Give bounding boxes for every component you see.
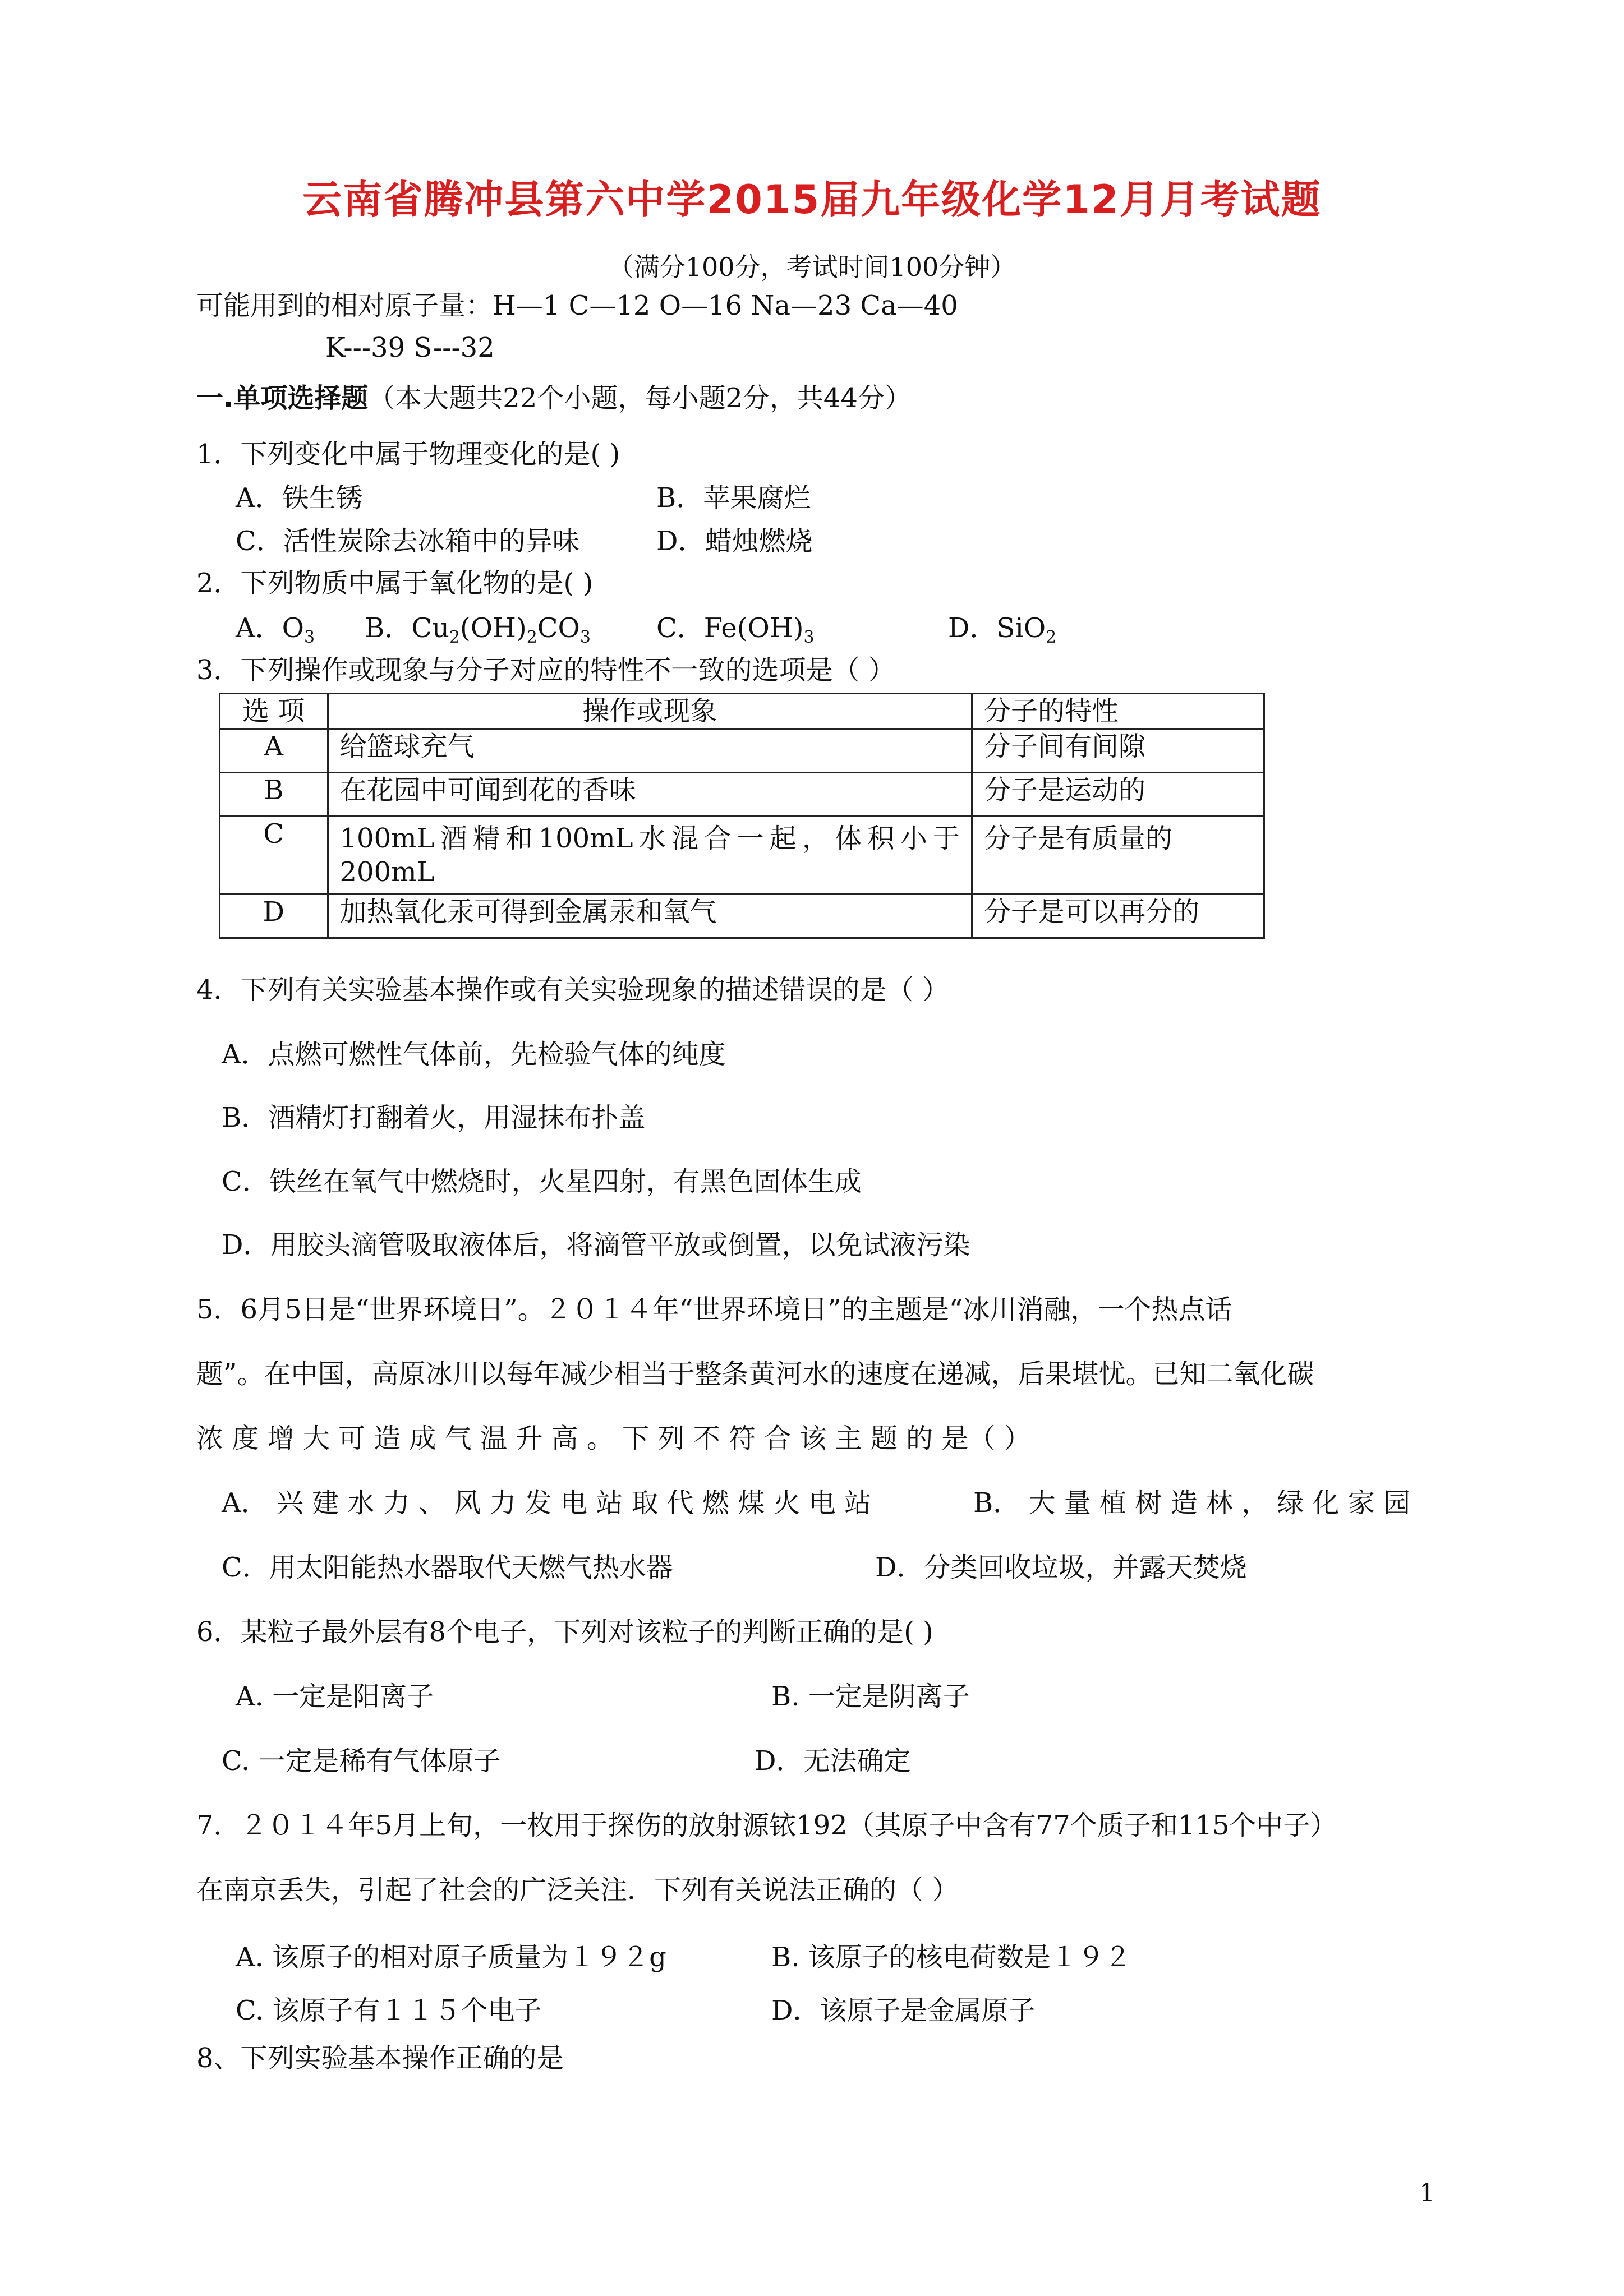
- q5-line3: 浓 度 增 大 可 造 成 气 温 升 高 。 下 列 不 符 合 该 主 题 的 是（ ）: [196, 1423, 1031, 1454]
- q2-option-a: A．$O_3$: [236, 612, 315, 647]
- table-cell: 分子间有间隙: [972, 729, 1264, 773]
- q7-option-c: C. 该原子有１１５个电子: [236, 1995, 542, 2026]
- table-row: [220, 773, 1264, 817]
- q5-option-c: C．用太阳能热水器取代天燃气热水器: [222, 1552, 673, 1583]
- table-cell: 分子是可以再分的: [972, 895, 1264, 938]
- atomic-masses-line2: K---39 S---32: [325, 332, 495, 363]
- table-cell: B: [220, 773, 328, 817]
- section1-heading: [196, 381, 912, 415]
- table-cell: C: [220, 817, 328, 895]
- q6-option-d: D．无法确定: [755, 1745, 911, 1777]
- q2-option-b: B．$Cu_2(OH)_2CO_3$: [365, 612, 591, 647]
- section1-title: 一.单项选择题: [196, 382, 369, 414]
- q5-option-d: D．分类回收垃圾，并露天焚烧: [875, 1552, 1247, 1583]
- q2-option-d: D．SiO$_2$: [948, 612, 1057, 647]
- table-cell: 加热氧化汞可得到金属汞和氧气: [328, 895, 972, 938]
- q8-stem: 8、下列实验基本操作正确的是: [196, 2043, 564, 2074]
- table-row: [220, 895, 1264, 938]
- table-header-row: [220, 694, 1264, 729]
- q3-stem: 3．下列操作或现象与分子对应的特性不一致的选项是（ ）: [196, 654, 895, 686]
- page-number: 1: [1419, 2179, 1435, 2207]
- q4-option-b: B．酒精灯打翻着火，用湿抹布扑盖: [222, 1102, 646, 1133]
- q5-line2: 题”。在中国，高原冰川以每年减少相当于整条黄河水的速度在递减，后果堪忧。已知二氧化碳: [196, 1358, 1314, 1390]
- q2-stem: 2．下列物质中属于氧化物的是( ): [196, 568, 594, 599]
- q6-option-c: C. 一定是稀有气体原子: [222, 1745, 501, 1777]
- table-header-cell: 操作或现象: [328, 694, 972, 729]
- q6-stem: 6．某粒子最外层有8个电子，下列对该粒子的判断正确的是( ): [196, 1616, 933, 1648]
- q1-option-c: C．活性炭除去冰箱中的异味: [236, 525, 579, 557]
- exam-title: 云南省腾冲县第六中学2015届九年级化学12月月考试题: [302, 177, 1322, 223]
- q7-option-a: A. 该原子的相对原子质量为１９２g: [236, 1942, 666, 1973]
- q2-option-c: C．$Fe(OH)_3$: [656, 612, 815, 647]
- q4-option-c: C．铁丝在氧气中燃烧时，火星四射，有黑色固体生成: [222, 1166, 862, 1197]
- q7-line2: 在南京丢失，引起了社会的广泛关注．下列有关说法正确的（ ）: [196, 1874, 959, 1906]
- table-cell: 分子是有质量的: [972, 817, 1264, 895]
- table-cell: 100mL酒精和100mL水混合一起，体积小于200mL: [328, 817, 972, 895]
- q4-option-a: A．点燃可燃性气体前，先检验气体的纯度: [222, 1039, 726, 1070]
- table-header-cell: 分子的特性: [972, 694, 1264, 729]
- q1-stem: 1．下列变化中属于物理变化的是( ): [196, 439, 620, 470]
- exam-subtitle: （满分100分，考试时间100分钟）: [608, 252, 1016, 282]
- table-cell: A: [220, 729, 328, 773]
- table-cell: 给篮球充气: [328, 729, 972, 773]
- q5-option-b: B． 大 量 植 树 造 林 ， 绿 化 家 园: [973, 1487, 1411, 1519]
- q4-stem: 4．下列有关实验基本操作或有关实验现象的描述错误的是（ ）: [196, 974, 949, 1006]
- table-header-cell: 选 项: [220, 694, 328, 729]
- table-cell: D: [220, 895, 328, 938]
- table-cell: 分子是运动的: [972, 773, 1264, 817]
- q6-option-b: B. 一定是阴离子: [771, 1681, 970, 1712]
- q3-table: [219, 693, 1265, 939]
- section1-note: （本大题共22个小题，每小题2分，共44分）: [368, 382, 912, 414]
- table-row: [220, 817, 1264, 895]
- q7-option-d: D．该原子是金属原子: [771, 1995, 1036, 2026]
- q6-option-a: A. 一定是阳离子: [236, 1681, 434, 1712]
- q4-option-d: D．用胶头滴管吸取液体后，将滴管平放或倒置，以免试液污染: [222, 1229, 970, 1261]
- table-row: [220, 729, 1264, 773]
- q1-option-d: D．蜡烛燃烧: [656, 525, 813, 557]
- q1-option-b: B．苹果腐烂: [656, 482, 811, 514]
- q5-option-a: A． 兴 建 水 力 、 风 力 发 电 站 取 代 燃 煤 火 电 站: [222, 1487, 872, 1519]
- q7-option-b: B. 该原子的核电荷数是１９２: [771, 1942, 1131, 1973]
- q7-line1: 7．２０１４年5月上旬，一枚用于探伤的放射源铱192（其原子中含有77个质子和115个中子）: [196, 1810, 1337, 1841]
- table-cell: 在花园中可闻到花的香味: [328, 773, 972, 817]
- q1-option-a: A．铁生锈: [236, 482, 363, 514]
- q5-line1: 5．6月5日是“世界环境日”。２０１４年“世界环境日”的主题是“冰川消融，一个热点话: [196, 1294, 1232, 1325]
- atomic-masses-line1: 可能用到的相对原子量：H—1 C—12 O—16 Na—23 Ca—40: [196, 290, 958, 321]
